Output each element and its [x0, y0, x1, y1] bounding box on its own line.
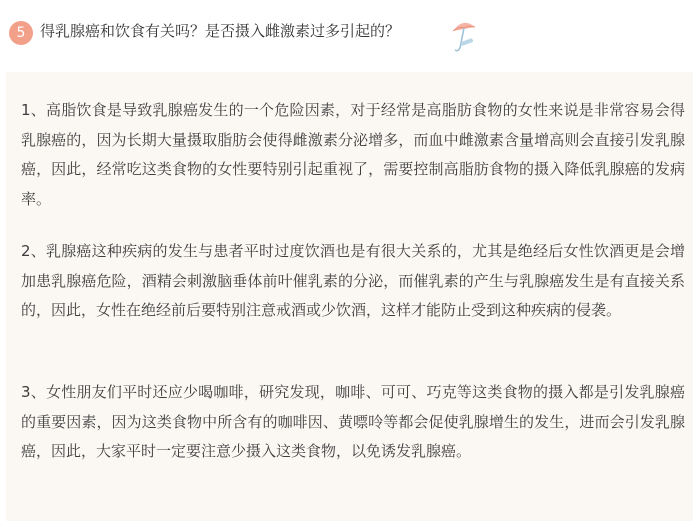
article-body: [6, 72, 693, 521]
paragraph-2: 2、乳腺癌这种疾病的发生与患者平时过度饮酒也是有很大关系的，尤其是绝经后女性饮酒更是会增加患乳腺癌危险，酒精会刺激脑垂体前叶催乳素的分泌，而催乳素的产生与乳腺癌发生是有直接关系的，因此，女性在绝经前后要特别注意戒酒或少饮酒，这样才能防止受到这种疾病的侵袭。: [21, 242, 685, 319]
section-title: 得乳腺癌和饮食有关吗？是否摄入雌激素过多引起的？: [40, 22, 401, 40]
section-header: [0, 0, 696, 64]
umbrella-icon: [448, 18, 478, 54]
section-number-badge: 5: [9, 21, 33, 45]
paragraph-3: 3、女性朋友们平时还应少喝咖啡，研究发现，咖啡、可可、巧克等这类食物的摄入都是引发乳腺癌的重要因素，因为这类食物中所含有的咖啡因、黄嘌呤等都会促使乳腺增生的发生，进而会引发乳腺癌，因此，大家平时一定要注意少摄入这类食物，以免诱发乳腺癌。: [21, 383, 685, 460]
paragraph-1: 1、高脂饮食是导致乳腺癌发生的一个危险因素，对于经常是高脂肪食物的女性来说是非常容易会得乳腺癌的，因为长期大量摄取脂肪会使得雌激素分泌增多，而血中雌激素含量增高则会直接引发乳腺癌，因此，经常吃这类食物的女性要特别引起重视了，需要控制高脂肪食物的摄入降低乳腺癌的发病率。: [21, 101, 685, 208]
